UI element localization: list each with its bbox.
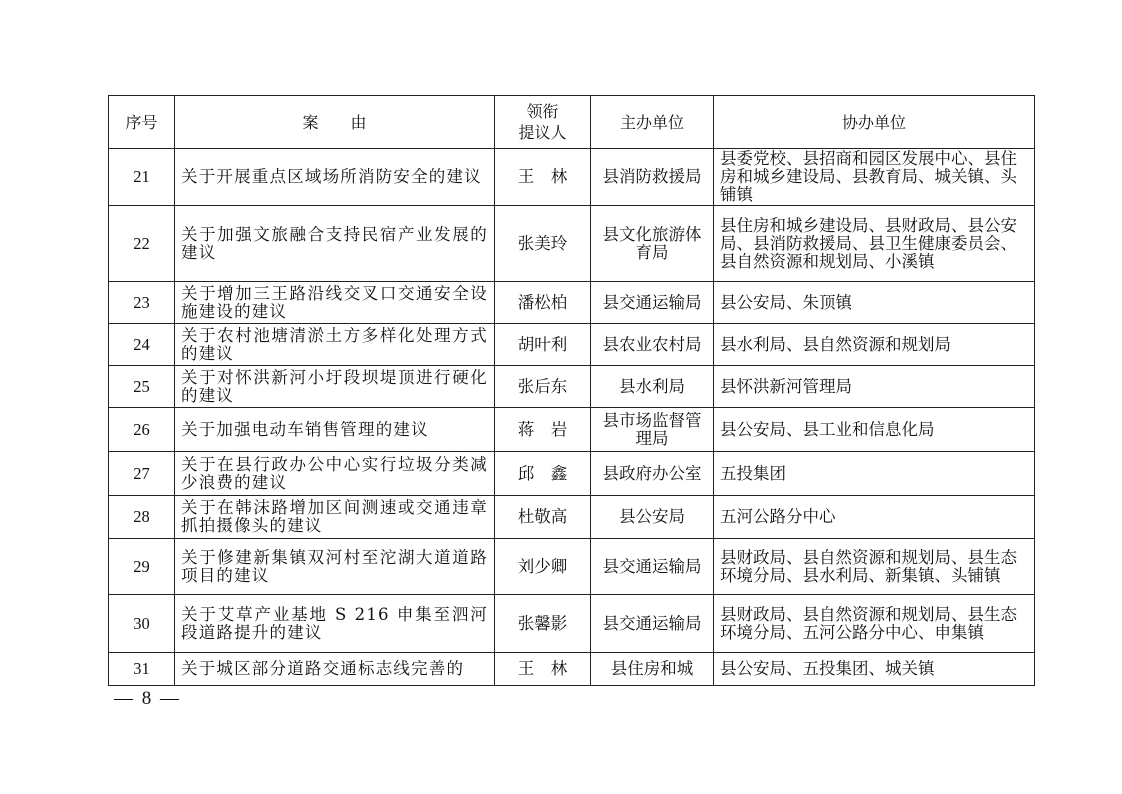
row-reason: 关于农村池塘清淤土方多样化处理方式的建议	[175, 324, 495, 366]
row-num: 28	[109, 496, 175, 539]
header-host: 主办单位	[591, 96, 714, 149]
row-coop: 县怀洪新河管理局	[714, 366, 1035, 408]
header-num: 序号	[109, 96, 175, 149]
row-host: 县公安局	[591, 496, 714, 539]
row-host: 县交通运输局	[591, 595, 714, 653]
row-coop: 五投集团	[714, 452, 1035, 496]
table-row	[109, 539, 1035, 595]
row-person: 王 林	[495, 653, 591, 686]
table-row	[109, 206, 1035, 282]
row-host: 县水利局	[591, 366, 714, 408]
row-person: 张馨影	[495, 595, 591, 653]
row-host: 县农业农村局	[591, 324, 714, 366]
table-row	[109, 595, 1035, 653]
row-host: 县文化旅游体育局	[591, 206, 714, 282]
header-reason: 案 由	[175, 96, 495, 149]
row-person: 张美玲	[495, 206, 591, 282]
row-coop: 县财政局、县自然资源和规划局、县生态环境分局、县水利局、新集镇、头铺镇	[714, 539, 1035, 595]
row-host: 县住房和城	[591, 653, 714, 686]
row-reason: 关于在县行政办公中心实行垃圾分类减少浪费的建议	[175, 452, 495, 496]
table-row	[109, 149, 1035, 206]
row-num: 30	[109, 595, 175, 653]
row-person: 胡叶利	[495, 324, 591, 366]
row-coop: 县公安局、朱顶镇	[714, 282, 1035, 324]
row-host: 县消防救援局	[591, 149, 714, 206]
header-coop: 协办单位	[714, 96, 1035, 149]
row-num: 24	[109, 324, 175, 366]
row-coop: 县财政局、县自然资源和规划局、县生态环境分局、五河公路分中心、申集镇	[714, 595, 1035, 653]
row-num: 29	[109, 539, 175, 595]
table-row	[109, 653, 1035, 686]
row-coop: 县公安局、五投集团、城关镇	[714, 653, 1035, 686]
row-coop: 五河公路分中心	[714, 496, 1035, 539]
row-host: 县政府办公室	[591, 452, 714, 496]
row-person: 蒋 岩	[495, 408, 591, 452]
row-reason: 关于增加三王路沿线交叉口交通安全设施建设的建议	[175, 282, 495, 324]
row-host: 县交通运输局	[591, 539, 714, 595]
row-coop: 县住房和城乡建设局、县财政局、县公安局、县消防救援局、县卫生健康委员会、县自然资源和规划局、小溪镇	[714, 206, 1035, 282]
table-header-row	[109, 96, 1035, 149]
table-row	[109, 366, 1035, 408]
row-person: 张后东	[495, 366, 591, 408]
table-row	[109, 408, 1035, 452]
row-num: 26	[109, 408, 175, 452]
page-number: — 8 —	[114, 688, 181, 709]
proposal-table	[108, 95, 1035, 686]
table-row	[109, 282, 1035, 324]
row-person: 潘松柏	[495, 282, 591, 324]
row-num: 21	[109, 149, 175, 206]
row-num: 22	[109, 206, 175, 282]
row-person: 邱 鑫	[495, 452, 591, 496]
table-row	[109, 324, 1035, 366]
row-host: 县交通运输局	[591, 282, 714, 324]
row-person: 刘少卿	[495, 539, 591, 595]
row-num: 31	[109, 653, 175, 686]
row-reason: 关于在韩沫路增加区间测速或交通违章抓拍摄像头的建议	[175, 496, 495, 539]
row-person: 王 林	[495, 149, 591, 206]
row-host: 县市场监督管理局	[591, 408, 714, 452]
row-num: 25	[109, 366, 175, 408]
row-num: 23	[109, 282, 175, 324]
table-row	[109, 496, 1035, 539]
row-num: 27	[109, 452, 175, 496]
table-row	[109, 452, 1035, 496]
row-coop: 县水利局、县自然资源和规划局	[714, 324, 1035, 366]
row-reason: 关于城区部分道路交通标志线完善的	[175, 653, 495, 686]
row-coop: 县公安局、县工业和信息化局	[714, 408, 1035, 452]
row-coop: 县委党校、县招商和园区发展中心、县住房和城乡建设局、县教育局、城关镇、头铺镇	[714, 149, 1035, 206]
header-person: 领衔 提议人	[495, 96, 591, 149]
row-reason: 关于开展重点区域场所消防安全的建议	[175, 149, 495, 206]
row-reason: 关于修建新集镇双河村至沱湖大道道路项目的建议	[175, 539, 495, 595]
row-reason: 关于加强文旅融合支持民宿产业发展的建议	[175, 206, 495, 282]
row-person: 杜敬高	[495, 496, 591, 539]
row-reason: 关于对怀洪新河小圩段坝堤顶进行硬化的建议	[175, 366, 495, 408]
row-reason: 关于艾草产业基地 S 216 申集至泗河段道路提升的建议	[175, 595, 495, 653]
row-reason: 关于加强电动车销售管理的建议	[175, 408, 495, 452]
